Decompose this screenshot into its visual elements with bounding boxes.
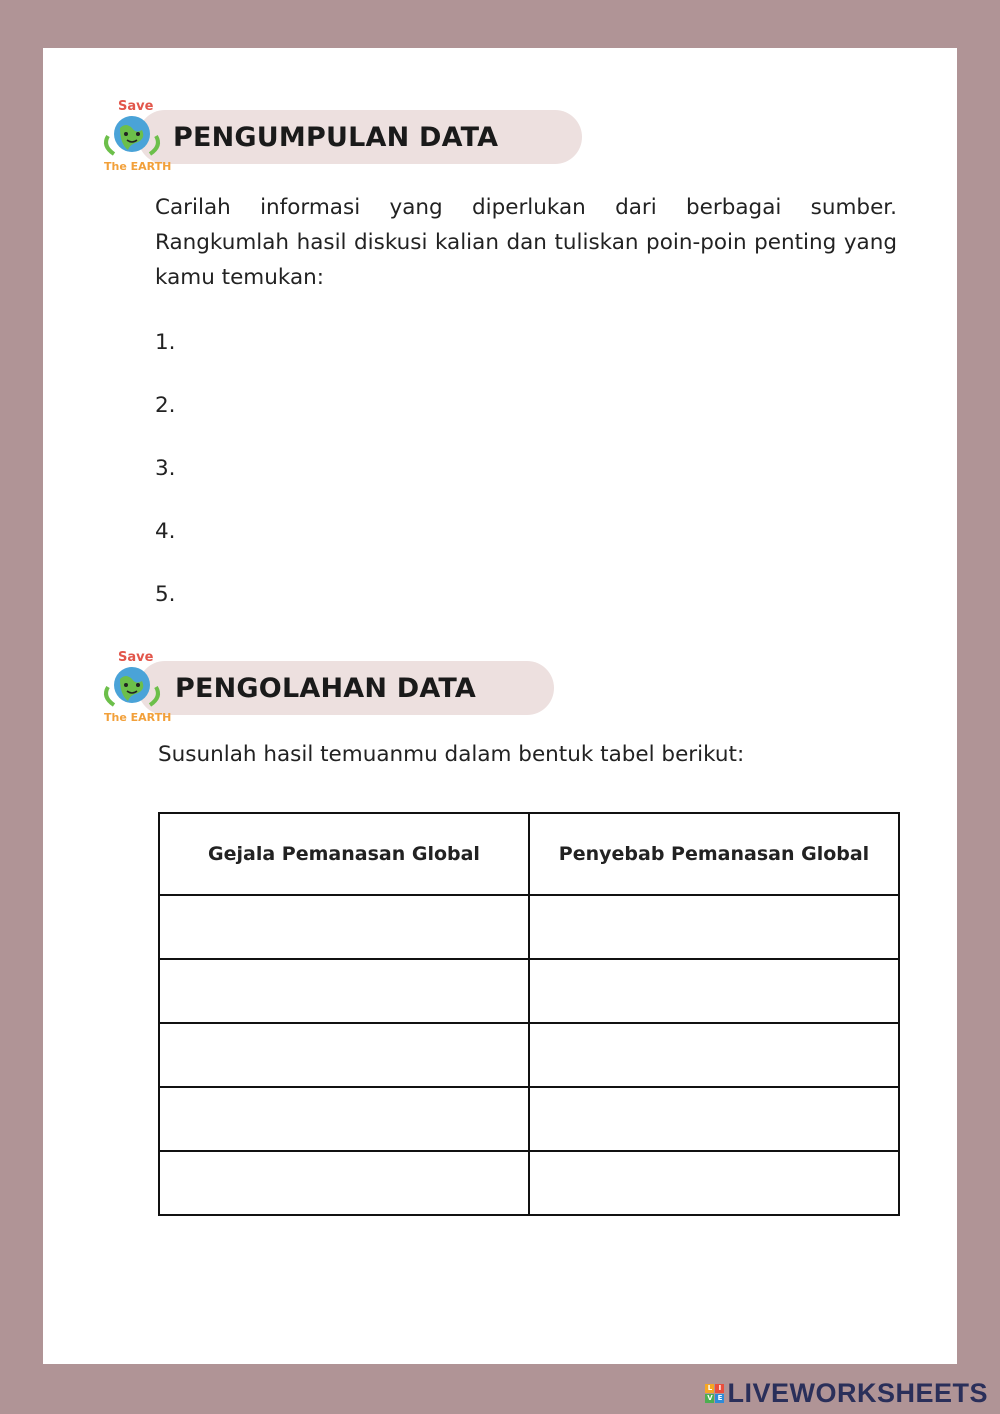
worksheet-page [43, 48, 957, 1364]
live-block: L [705, 1384, 714, 1393]
live-blocks-icon [705, 1384, 724, 1403]
badge-the-earth-text: The EARTH [104, 711, 172, 724]
table-cell-gejala[interactable] [159, 1087, 529, 1151]
table-cell-gejala[interactable] [159, 1151, 529, 1215]
table-row [159, 1023, 899, 1087]
liveworksheets-brand: LIVEWORKSHEETS [727, 1377, 988, 1408]
badge-save-text: Save [118, 650, 154, 665]
list-item: 1. [155, 330, 176, 355]
badge-save-text: Save [118, 99, 154, 114]
badge-the-earth-text: The EARTH [104, 160, 172, 173]
table-instructions: Susunlah hasil temuanmu dalam bentuk tabel berikut: [158, 742, 745, 767]
table-cell-penyebab[interactable] [529, 1151, 899, 1215]
live-block: V [707, 1393, 713, 1402]
table-cell-gejala[interactable] [159, 1023, 529, 1087]
live-block: E [715, 1394, 724, 1403]
table-row [159, 1151, 899, 1215]
table-row [159, 1087, 899, 1151]
list-item: 3. [155, 456, 176, 481]
section-header-pengumpulan [98, 99, 528, 173]
liveworksheets-logo [705, 1378, 988, 1408]
column-header-penyebab: Penyebab Pemanasan Global [529, 813, 899, 895]
save-the-earth-badge [98, 96, 172, 176]
data-table [158, 812, 900, 1216]
table-cell-penyebab[interactable] [529, 895, 899, 959]
numbered-list [155, 328, 176, 643]
section-title: PENGOLAHAN DATA [175, 673, 476, 704]
table-cell-gejala[interactable] [159, 895, 529, 959]
table-cell-penyebab[interactable] [529, 959, 899, 1023]
column-header-gejala: Gejala Pemanasan Global [159, 813, 529, 895]
save-the-earth-badge [98, 647, 172, 727]
list-item: 4. [155, 519, 176, 544]
table-cell-gejala[interactable] [159, 959, 529, 1023]
list-item: 2. [155, 393, 176, 418]
section-title: PENGUMPULAN DATA [173, 122, 499, 153]
list-item: 5. [155, 582, 176, 607]
table-header-row [159, 813, 899, 895]
table-row [159, 959, 899, 1023]
live-block: I [715, 1384, 724, 1393]
table-row [159, 895, 899, 959]
table-cell-penyebab[interactable] [529, 1087, 899, 1151]
table-cell-penyebab[interactable] [529, 1023, 899, 1087]
section-header-pengolahan [98, 650, 558, 724]
instructions-text: Carilah informasi yang diperlukan dari berbagai sumber. Rangkumlah hasil diskusi kalian dan tuliskan poin-poin penting yang kamu temukan: [155, 195, 897, 290]
